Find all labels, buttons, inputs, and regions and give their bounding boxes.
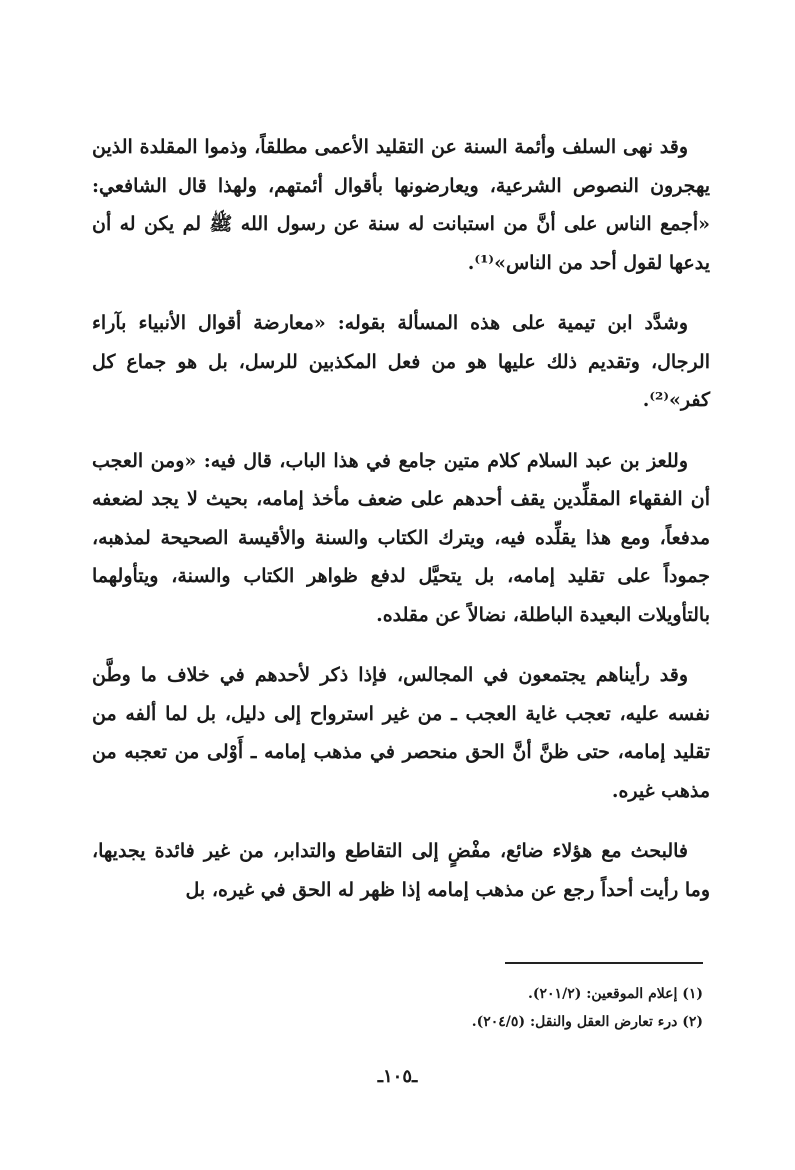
paragraph-3	[92, 442, 710, 635]
paragraph-1-text: وقد نهى السلف وأئمة السنة عن التقليد الأعمى مطلقاً، وذموا المقلدة الذين يهجرون النصوص الشرعية، ويعارضونها بأقوال أئمتهم، ولهذا قال الشافعي: «أجمع الناس على أنَّ من استبانت له سنة عن رسول الله ﷺ لم يكن له أن يدعها لقول أحد من الناس»⁽¹⁾.	[92, 136, 710, 274]
footnote-divider	[505, 962, 703, 964]
paragraph-5-text: فالبحث مع هؤلاء ضائع، مفْضٍ إلى التقاطع والتدابر، من غير فائدة يجديها، وما رأيت أحداً رجع عن مذهب إمامه إذا ظهر له الحق في غيره، بل	[92, 840, 710, 901]
footnote-2: (٢) درء تعارض العقل والنقل: (٢٠٤/٥).	[471, 1014, 703, 1030]
paragraph-4	[92, 656, 710, 810]
paragraph-2-text: وشدَّد ابن تيمية على هذه المسألة بقوله: «معارضة أقوال الأنبياء بآراء الرجال، وتقديم ذلك عليها هو من فعل المكذبين للرسل، بل هو جماع كل كفر»⁽²⁾.	[92, 312, 710, 411]
paragraph-2	[92, 304, 710, 420]
paragraph-5	[92, 832, 710, 909]
footnotes	[143, 980, 703, 1036]
footnote-1: (١) إعلام الموقعين: (٢٠١/٢).	[528, 986, 703, 1002]
body-text	[92, 128, 710, 931]
paragraph-1	[92, 128, 710, 282]
paragraph-4-text: وقد رأيناهم يجتمعون في المجالس، فإذا ذكر لأحدهم في خلاف ما وطَّن نفسه عليه، تعجب غاية العجب ـ من غير استرواح إلى دليل، بل لما ألفه من تقليد إمامه، حتى ظنَّ أنَّ الحق منحصر في مذهب إمامه ـ أَوْلى من تعجبه من مذهب غيره.	[92, 664, 710, 802]
page-number: ـ١٠٥ـ	[377, 1066, 418, 1087]
paragraph-3-text: وللعز بن عبد السلام كلام متين جامع في هذا الباب، قال فيه: «ومن العجب أن الفقهاء المقلِّدين يقف أحدهم على ضعف مأخذ إمامه، بحيث لا يجد لضعفه مدفعاً، ومع هذا يقلِّده فيه، ويترك الكتاب والسنة والأقيسة الصحيحة لمذهبه، جموداً على تقليد إمامه، بل يتحيَّل لدفع ظواهر الكتاب والسنة، ويتأولهما بالتأويلات البعيدة الباطلة، نضالاً عن مقلده.	[92, 449, 710, 626]
